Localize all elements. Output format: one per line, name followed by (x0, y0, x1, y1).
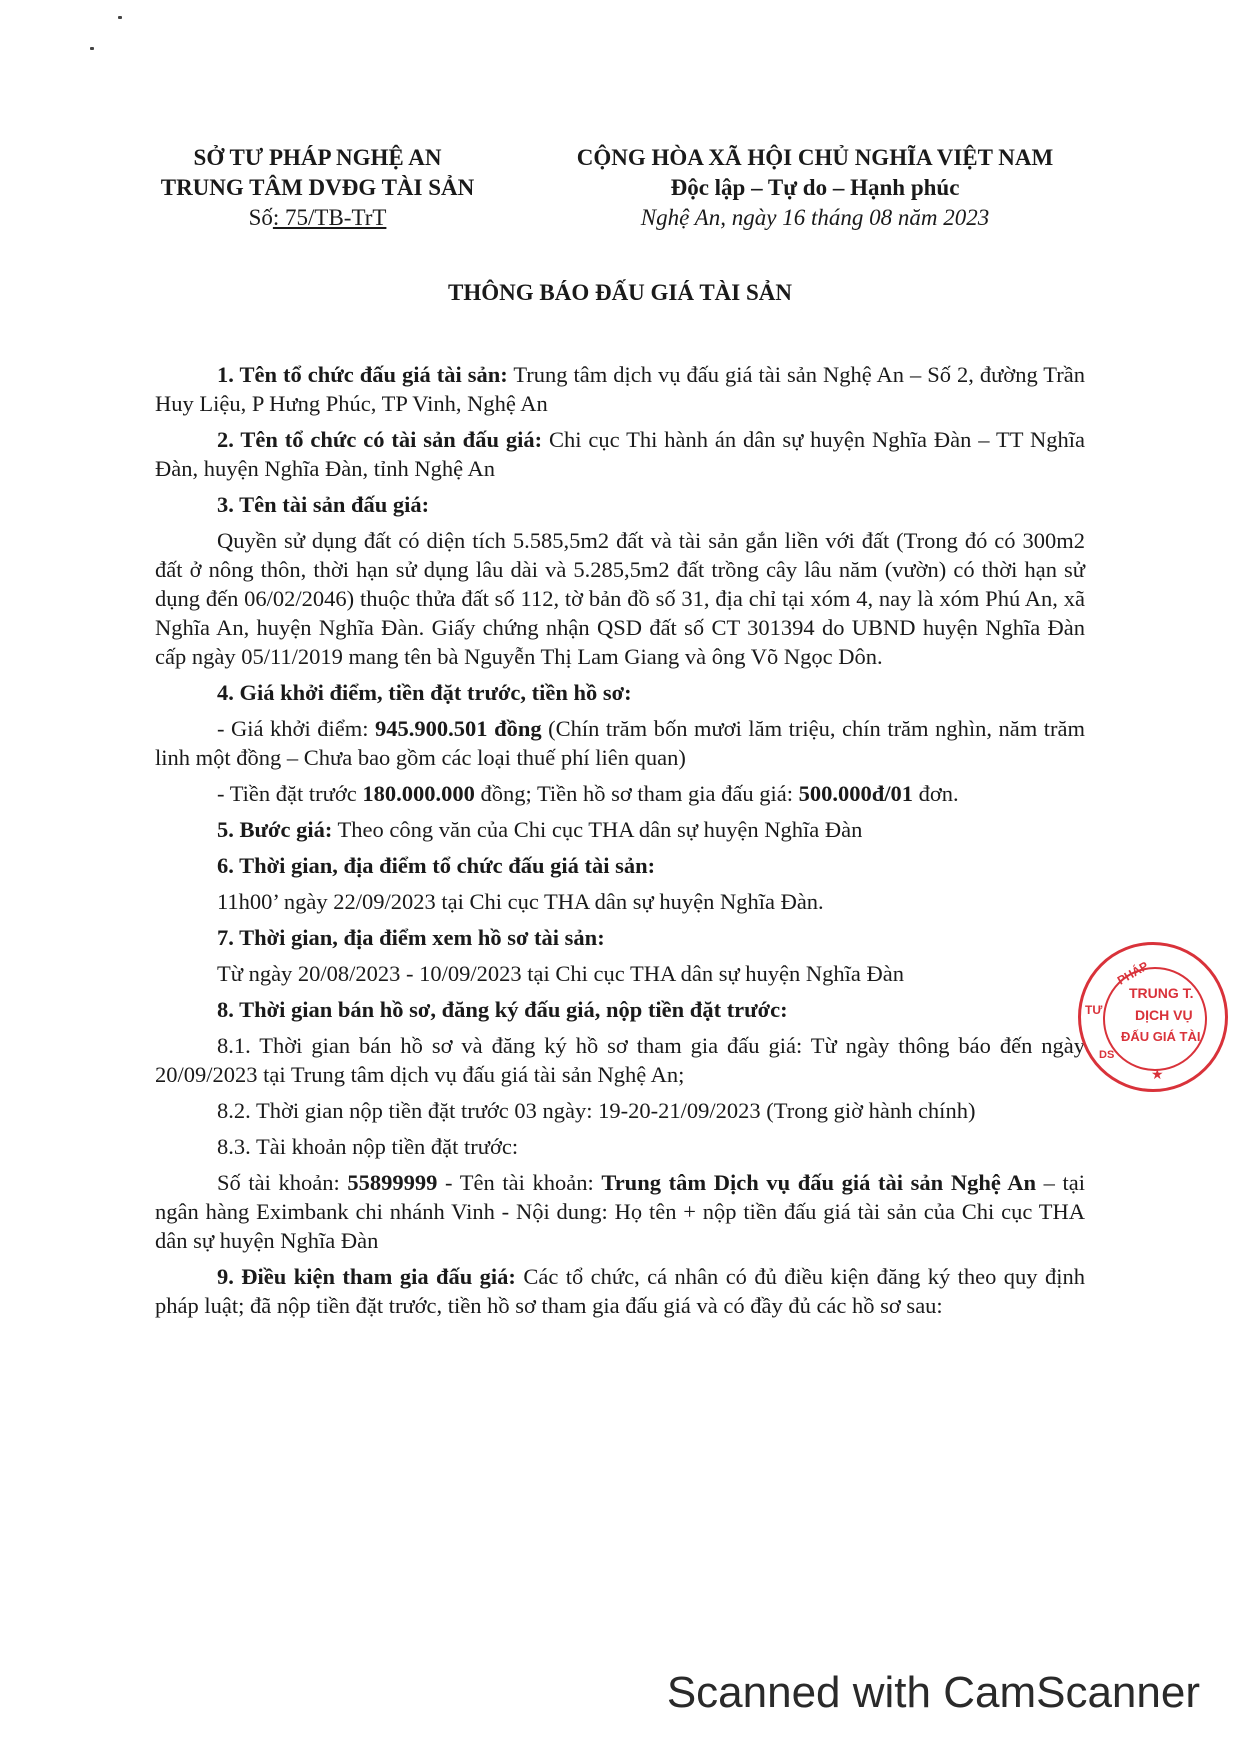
section-8-2: 8.2. Thời gian nộp tiền đặt trước 03 ngày: 19-20-21/09/2023 (Trong giờ hành chính) (217, 1098, 976, 1123)
seal-text-top: PHÁP (1114, 958, 1151, 988)
section-3-heading: 3. Tên tài sản đấu giá: (217, 492, 430, 517)
document-number: Số: 75/TB-TrT (248, 205, 387, 230)
seal-text-left: TƯ (1085, 1003, 1103, 1017)
country-name: CỘNG HÒA XÃ HỘI CHỦ NGHĨA VIỆT NAM (576, 145, 1054, 170)
bank-account: Số tài khoản: 55899999 - Tên tài khoản: Trung tâm Dịch vụ đấu giá tài sản Nghệ An – tại ngân hàng Eximbank chi nhánh Vinh - Nội dung: Họ tên + nộp tiền đấu giá tài sản của Chi cục THA dân sự huyện Nghĩa Đàn (155, 1170, 1085, 1253)
seal-text-bottom: DS (1099, 1049, 1115, 1061)
section-1: 1. Tên tổ chức đấu giá tài sản: Trung tâm dịch vụ đấu giá tài sản Nghệ An – Số 2, đường Trần Huy Liệu, P Hưng Phúc, TP Vinh, Nghệ An (155, 362, 1085, 416)
issuer-center: TRUNG TÂM DVĐG TÀI SẢN (160, 175, 475, 200)
section-8-heading: 8. Thời gian bán hồ sơ, đăng ký đấu giá, nộp tiền đặt trước: (217, 997, 788, 1022)
section-2: 2. Tên tổ chức có tài sản đấu giá: Chi cục Thi hành án dân sự huyện Nghĩa Đàn – TT Nghĩa Đàn, huyện Nghĩa Đàn, tỉnh Nghệ An (155, 427, 1085, 481)
seal-text-1: TRUNG T. (1129, 985, 1194, 1001)
section-6-text: 11h00’ ngày 22/09/2023 tại Chi cục THA dân sự huyện Nghĩa Đàn. (217, 889, 824, 914)
document-title: THÔNG BÁO ĐẤU GIÁ TÀI SẢN (448, 280, 792, 305)
scan-speck (90, 47, 94, 50)
seal-text-3: ĐẤU GIÁ TÀI (1121, 1029, 1201, 1044)
official-seal (1078, 942, 1228, 1092)
issuer-block (135, 143, 500, 233)
starting-price: - Giá khởi điểm: 945.900.501 đồng (Chín trăm bốn mươi lăm triệu, chín trăm nghìn, năm trăm linh một đồng – Chưa bao gồm các loại thuế phí liên quan) (155, 716, 1086, 770)
scanner-watermark: Scanned with CamScanner (666, 1668, 1200, 1717)
section-4-heading: 4. Giá khởi điểm, tiền đặt trước, tiền hồ sơ: (217, 680, 632, 705)
section-9: 9. Điều kiện tham gia đấu giá: Các tổ chức, cá nhân có đủ điều kiện đăng ký theo quy định pháp luật; đã nộp tiền đặt trước, tiền hồ sơ tham gia đấu giá và có đầy đủ các hồ sơ sau: (155, 1264, 1085, 1318)
seal-star-icon: ★ (1151, 1068, 1164, 1083)
section-7-heading: 7. Thời gian, địa điểm xem hồ sơ tài sản: (217, 925, 605, 950)
section-8-3: 8.3. Tài khoản nộp tiền đặt trước: (217, 1134, 519, 1159)
section-3-text: Quyền sử dụng đất có diện tích 5.585,5m2 đất và tài sản gắn liền với đất (Trong đó có 300m2 đất ở nông thôn, thời hạn sử dụng lâu dài và 5.285,5m2 đất trồng cây lâu năm (vườn) có thời hạn sử dụng đến 06/02/2046) thuộc thửa đất số 112, tờ bản đồ số 31, địa chỉ tại xóm 4, nay là xóm Phú An, xã Nghĩa An, huyện Nghĩa Đàn. Giấy chứng nhận QSD đất số CT 301394 do UBND huyện Nghĩa Đàn cấp ngày 05/11/2019 mang tên bà Nguyễn Thị Lam Giang và ông Võ Ngọc Dôn. (155, 528, 1085, 669)
section-8-1: 8.1. Thời gian bán hồ sơ và đăng ký hồ sơ tham gia đấu giá: Từ ngày thông báo đến ngày 20/09/2023 tại Trung tâm dịch vụ đấu giá tài sản Nghệ An; (155, 1033, 1085, 1087)
seal-text-2: DỊCH VỤ (1135, 1007, 1193, 1023)
national-motto-block (540, 143, 1090, 233)
deposit-and-fee: - Tiền đặt trước 180.000.000 đồng; Tiền hồ sơ tham gia đấu giá: 500.000đ/01 đơn. (217, 781, 959, 806)
issuer-department: SỞ TƯ PHÁP NGHỆ AN (193, 145, 442, 170)
section-5: 5. Bước giá: Theo công văn của Chi cục THA dân sự huyện Nghĩa Đàn (217, 817, 863, 842)
motto: Độc lập – Tự do – Hạnh phúc (670, 175, 960, 200)
scan-speck (118, 16, 122, 19)
section-7-text: Từ ngày 20/08/2023 - 10/09/2023 tại Chi cục THA dân sự huyện Nghĩa Đàn (217, 961, 905, 986)
document-date: Nghệ An, ngày 16 tháng 08 năm 2023 (640, 205, 990, 230)
section-6-heading: 6. Thời gian, địa điểm tổ chức đấu giá tài sản: (217, 853, 656, 878)
document-body (155, 360, 1085, 1327)
